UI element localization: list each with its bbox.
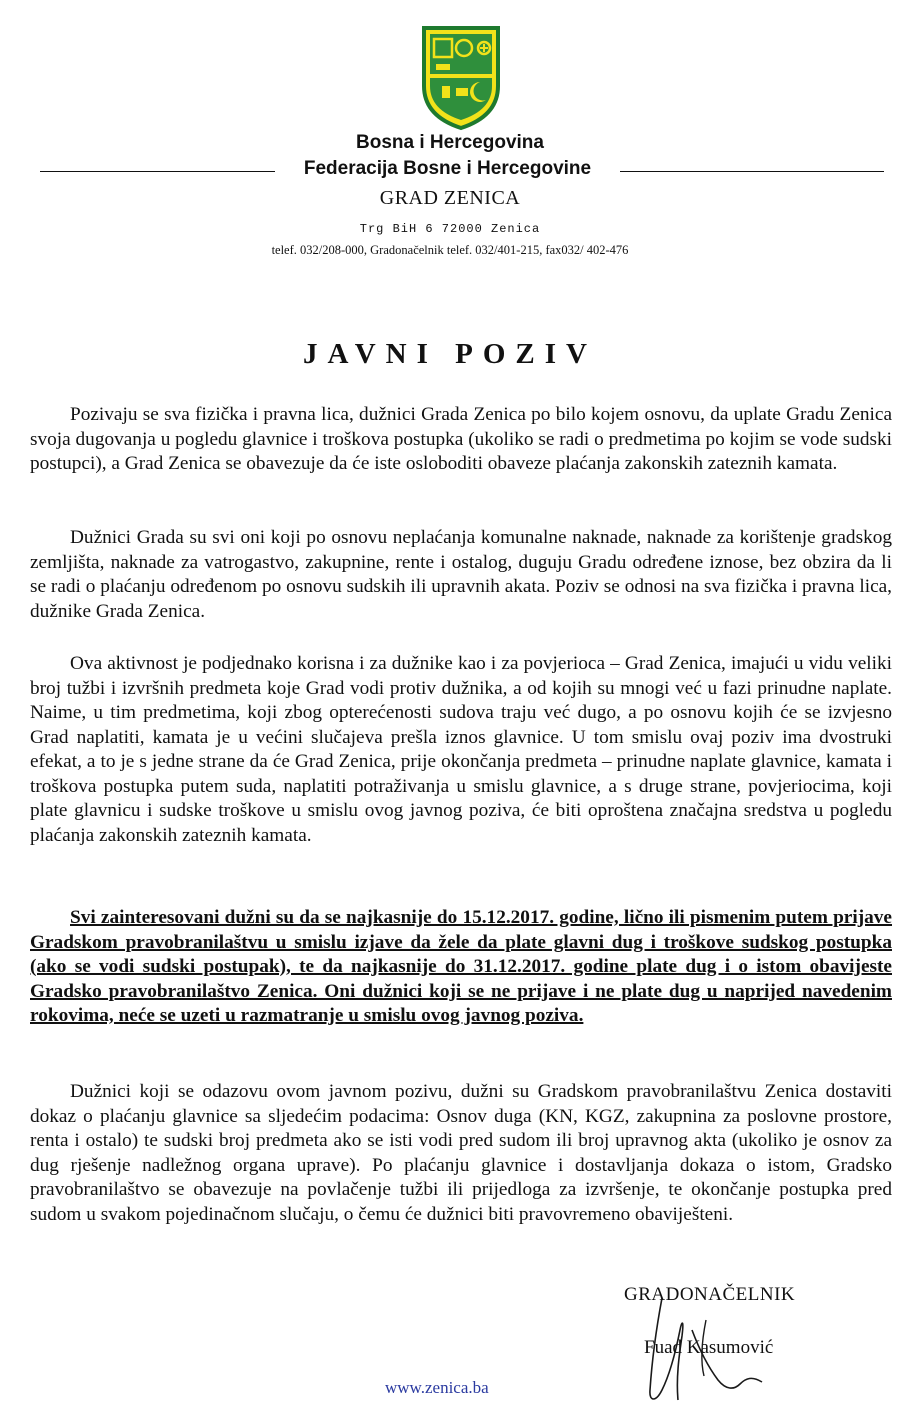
federation-name: Federacija Bosne i Hercegovine <box>303 158 592 179</box>
website-link[interactable]: www.zenica.ba <box>385 1378 489 1397</box>
paragraph-3: Ova aktivnost je podjednako korisna i za dužnike kao i za povjerioca – Grad Zenica, imajući u vidu veliki broj tužbi i izvršnih predmeta koje Grad vodi protiv dužnika, a od kojih su mnogi već u fazi prinudne naplate. Naime, u tim predmetima, koji zbog opterećenosti sudova traju već dugo, a po osnovu kojih će se izvjesno Grad naplatiti, kamata je u većini slučajeva prešla iznos glavnice. U tom smislu ovaj poziv ima dvostruki efekat, a to je s jedne strane da će Grad Zenica, prije okončanja predmeta – prinudne naplate glavnice, kamata i troškova postupka putem suda, naplatiti potraživanja u smislu glavnice, a s druge strane, povjeriocima, koji plate glavnicu i sudske troškove u smislu ovog javnog poziva, će biti oproštena značajna sredstva u pogledu plaćanja zakonskih zateznih kamata. <box>30 653 892 846</box>
city-name: GRAD ZENICA <box>379 187 521 209</box>
paragraph-1: Pozivaju se sva fizička i pravna lica, dužnici Grada Zenica po bilo kojem osnovu, da uplate Gradu Zenica svoja dugovanja u pogledu glavnice i troškova postupka (ukoliko se radi o predmetima po kojim se vode sudski postupci), a Grad Zenica se obavezuje da će iste osloboditi obaveze plaćanja zakonskih zateznih kamata. <box>30 404 892 474</box>
handwritten-signature-icon <box>622 1290 772 1415</box>
paragraph-5: Dužnici koji se odazovu ovom javnom pozivu, dužni su Gradskom pravobranilaštvu Zenica dostaviti dokaz o plaćanju glavnice sa sljedećim podacima: Osnov duga (KN, KGZ, zakupnina za poslovne prostore, renta i ostalo) te sudski broj predmeta ako se isti vodi pred sudom ili broj upravnog akta (ukoliko je osnov za dug rješenje nadležnog organa uprave). Po plaćanju glavnice i dostavljanja dokaza o istom, Gradsko pravobranilaštvo se obavezuje na povlačenje tužbi ili prijedloga za izvršenje, te okončanje postupka pred sudom u svakom pojedinačnom slučaju, o čemu će dužnici biti pravovremeno obaviješteni. <box>30 1081 892 1225</box>
paragraph-deadline-notice: Svi zainteresovani dužni su da se najkasnije do 15.12.2017. godine, lično ili pismenim putem prijave Gradskom pravobranilaštvu u smislu izjave da žele da plate glavni dug i troškove sudskog postupka (ako se vodi sudski postupak), te da najkasnije do 31.12.2017. godine plate dug i o istom obavijeste Gradsko pravobranilaštvo Zenica. Oni dužnici koji se ne prijave i ne plate dug u naprijed navedenim rokovima, neće se uzeti u razmatranje u smislu ovog javnog poziva. <box>30 907 892 1026</box>
address-line: Trg BiH 6 72000 Zenica <box>359 222 541 236</box>
zenica-coat-of-arms-icon <box>420 24 502 132</box>
federation-row <box>0 158 900 184</box>
country-name: Bosna i Hercegovina <box>356 132 544 153</box>
header-rule-left <box>40 171 275 172</box>
paragraph-2: Dužnici Grada su svi oni koji po osnovu neplaćanja komunalne naknade, naknade za korištenje gradskog zemljišta, naknade za vatrogastvo, zakupnine, rente i ostalog, duguju Gradu određene iznose, bez obzira da li se radi o plaćanju određenom po osnovu sudskih ili upravnih akata. Poziv se odnosi na sva fizička i pravna lica, dužnike Grada Zenica. <box>30 527 892 622</box>
mayor-title: GRADONAČELNIK <box>624 1284 796 1305</box>
document-title: JAVNI POZIV <box>303 338 597 370</box>
phones-line: telef. 032/208-000, Gradonačelnik telef. 032/401-215, fax032/ 402-476 <box>271 243 629 257</box>
mayor-name: Fuad Kasumović <box>644 1337 774 1358</box>
header-rule-right <box>620 171 884 172</box>
